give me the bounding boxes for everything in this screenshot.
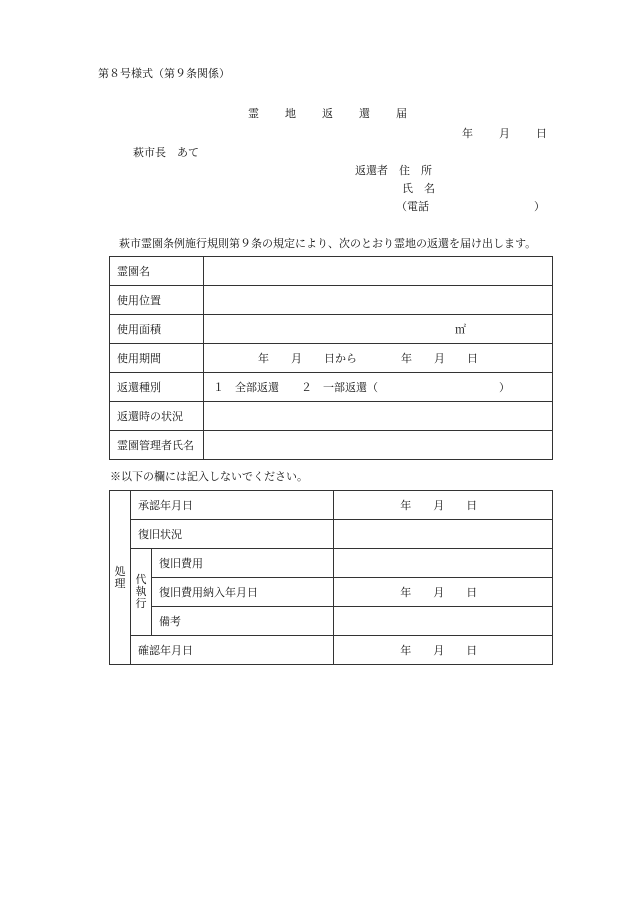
manager-name-label: 霊園管理者氏名 xyxy=(110,431,204,460)
restoration-status-field[interactable] xyxy=(334,520,553,549)
table-row xyxy=(110,373,553,402)
page-title xyxy=(248,108,433,119)
plot-area-field[interactable]: ㎡ xyxy=(204,315,553,344)
processing-group-label xyxy=(110,491,131,665)
title-char: 地 xyxy=(285,107,296,120)
cemetery-name-label: 霊園名 xyxy=(110,257,204,286)
phone-open-label: （電話 xyxy=(396,200,429,213)
confirmation-date-field[interactable]: 年 月 日 xyxy=(334,636,553,665)
returner-name-label: 氏 名 xyxy=(402,182,435,195)
return-type-label: 返還種別 xyxy=(110,373,204,402)
return-type-field[interactable]: １ 全部返還 ２ 一部返還（ ） xyxy=(204,373,553,402)
returner-address-label: 返還者 住 所 xyxy=(355,164,432,177)
cost-payment-date-label: 復旧費用納入年月日 xyxy=(152,578,334,607)
table-row xyxy=(110,607,553,636)
cost-payment-date-field[interactable]: 年 月 日 xyxy=(334,578,553,607)
manager-name-field[interactable] xyxy=(204,431,553,460)
approval-date-label: 承認年月日 xyxy=(131,491,334,520)
table-row xyxy=(110,257,553,286)
plot-area-label: 使用面積 xyxy=(110,315,204,344)
plot-location-field[interactable] xyxy=(204,286,553,315)
title-char: 返 xyxy=(322,107,333,120)
form-number: 第８号様式（第９条関係） xyxy=(98,67,230,80)
usage-period-field[interactable]: 年 月 日から 年 月 日 xyxy=(204,344,553,373)
table-row xyxy=(110,520,553,549)
approval-date-field[interactable]: 年 月 日 xyxy=(334,491,553,520)
return-condition-label: 返還時の状況 xyxy=(110,402,204,431)
table-row xyxy=(110,315,553,344)
confirmation-date-label: 確認年月日 xyxy=(131,636,334,665)
table-row xyxy=(110,431,553,460)
restoration-status-label: 復旧状況 xyxy=(131,520,334,549)
title-char: 還 xyxy=(359,107,370,120)
phone-close-label: ） xyxy=(534,200,545,213)
restoration-cost-field[interactable] xyxy=(334,549,553,578)
plot-location-label: 使用位置 xyxy=(110,286,204,315)
table-row xyxy=(110,286,553,315)
return-condition-field[interactable] xyxy=(204,402,553,431)
processing-char: 理 xyxy=(114,576,126,590)
cemetery-name-field[interactable] xyxy=(204,257,553,286)
proxy-char: 代 xyxy=(135,573,147,586)
day-label: 日 xyxy=(536,127,547,140)
year-label: 年 xyxy=(462,127,473,140)
proxy-char: 執 xyxy=(135,585,147,598)
submission-date xyxy=(462,128,547,139)
returner-phone xyxy=(396,200,545,213)
month-label: 月 xyxy=(499,127,510,140)
office-use-note: ※以下の欄には記入しないでください。 xyxy=(110,470,308,483)
processing-char: 処 xyxy=(114,564,126,578)
remarks-field[interactable] xyxy=(334,607,553,636)
statement-text: 萩市霊園条例施行規則第９条の規定により、次のとおり霊地の返還を届け出します。 xyxy=(119,237,537,250)
table-row xyxy=(110,402,553,431)
table-row xyxy=(110,491,553,520)
title-char: 霊 xyxy=(248,107,259,120)
processing-table xyxy=(109,490,553,665)
proxy-execution-label xyxy=(131,549,152,636)
remarks-label: 備考 xyxy=(152,607,334,636)
usage-period-label: 使用期間 xyxy=(110,344,204,373)
restoration-cost-label: 復旧費用 xyxy=(152,549,334,578)
title-char: 届 xyxy=(396,107,407,120)
addressee: 萩市長 あて xyxy=(133,146,199,159)
table-row xyxy=(110,344,553,373)
proxy-char: 行 xyxy=(135,597,147,610)
table-row xyxy=(110,636,553,665)
table-row xyxy=(110,578,553,607)
table-row xyxy=(110,549,553,578)
return-details-table xyxy=(109,256,553,460)
